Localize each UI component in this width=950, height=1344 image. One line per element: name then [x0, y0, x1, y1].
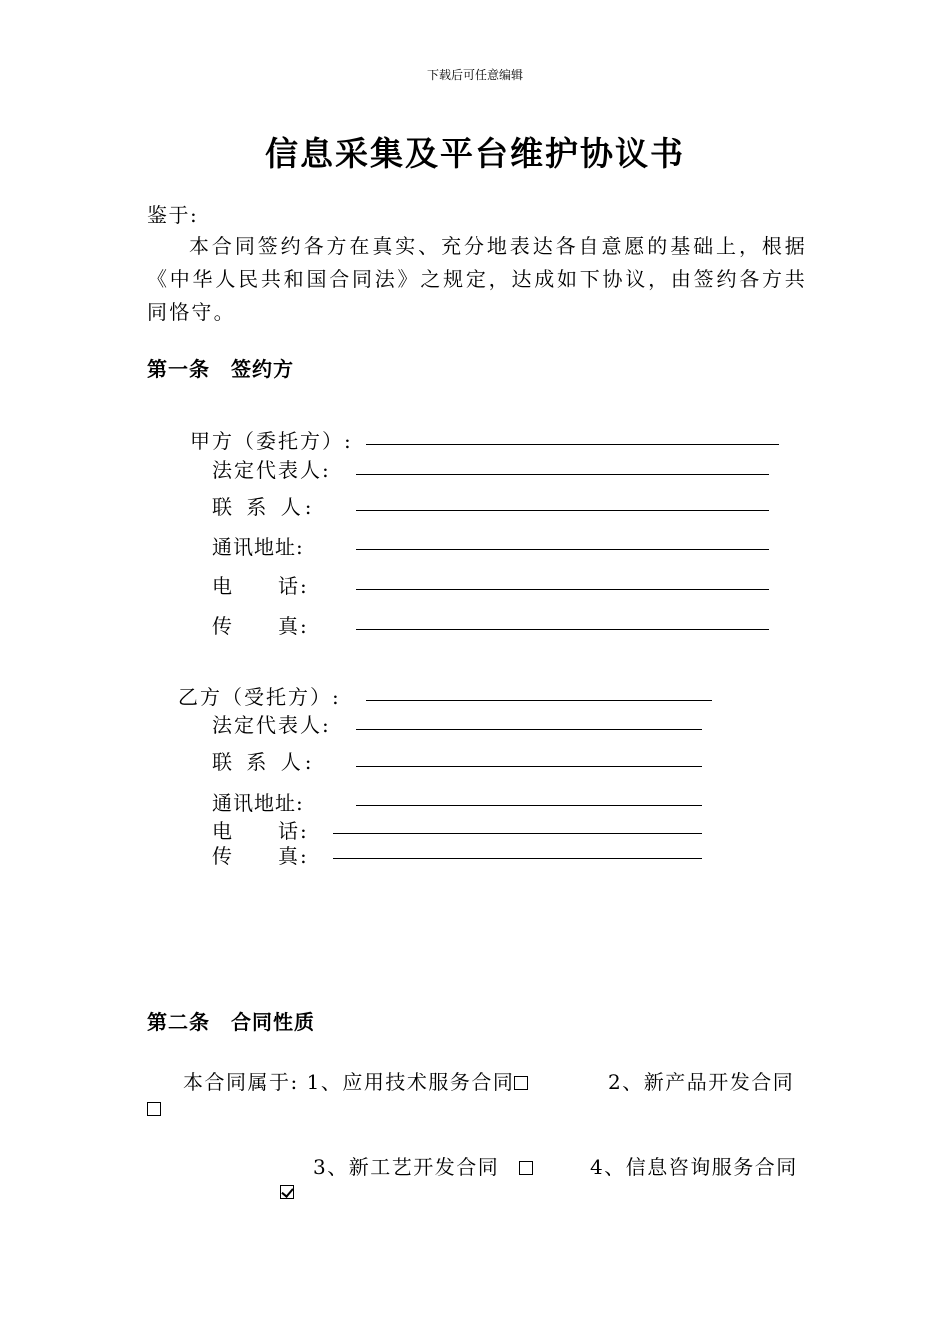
- party-b-phone-line[interactable]: [333, 833, 702, 834]
- party-a-address-line[interactable]: [356, 549, 769, 550]
- preamble-paragraph: 本合同签约各方在真实、充分地表达各自意愿的基础上，根据《中华人民共和国合同法》之规定，达成如下协议，由签约各方共同恪守。: [147, 234, 807, 324]
- contract-type-intro: 本合同属于:: [183, 1070, 307, 1094]
- option-3: [313, 1151, 533, 1180]
- party-b-rep-label: 法定代表人:: [212, 713, 331, 737]
- party-a-phone-label: 电 话:: [212, 574, 309, 598]
- document-title: 信息采集及平台维护协议书: [265, 134, 685, 173]
- option-1-checkbox[interactable]: [514, 1076, 528, 1090]
- party-b-contact-label: 联 系 人:: [212, 750, 316, 774]
- party-b-phone-label: 电 话:: [212, 819, 309, 843]
- option-4-checkbox-wrap: [280, 1183, 294, 1202]
- option-4-label: 4、信息咨询服务合同: [590, 1155, 798, 1179]
- party-b-label: 乙方（受托方）:: [178, 685, 341, 709]
- option-3-label: 3、新工艺开发合同: [313, 1155, 500, 1179]
- party-a-rep-label: 法定代表人:: [212, 458, 331, 482]
- party-a-fax-line[interactable]: [356, 629, 769, 630]
- party-b-address-label: 通讯地址:: [212, 791, 304, 815]
- option-4-checkbox-checked[interactable]: [280, 1185, 294, 1199]
- party-b-address-line[interactable]: [356, 805, 702, 806]
- party-b-rep-line[interactable]: [356, 729, 702, 730]
- party-a-contact-line[interactable]: [356, 510, 769, 511]
- preamble-heading: 鉴于:: [147, 203, 199, 227]
- party-a-rep-line[interactable]: [356, 474, 769, 475]
- party-a-label: 甲方（委托方）:: [190, 429, 353, 453]
- contract-type-row-1: [183, 1066, 528, 1095]
- header-note: 下载后可任意编辑: [426, 68, 523, 82]
- option-2: [608, 1066, 794, 1095]
- party-a-fax-label: 传 真:: [212, 614, 309, 638]
- party-b-fax-line[interactable]: [333, 858, 702, 859]
- party-a-name-line[interactable]: [366, 444, 779, 445]
- option-1-label: 1、应用技术服务合同: [306, 1070, 515, 1094]
- article2-heading: 第二条 合同性质: [147, 1010, 315, 1034]
- option-2-checkbox[interactable]: [147, 1102, 161, 1116]
- option-2-checkbox-wrap: [147, 1100, 161, 1119]
- option-3-checkbox[interactable]: [519, 1161, 533, 1175]
- article1-heading: 第一条 签约方: [147, 357, 294, 381]
- party-a-contact-label: 联 系 人:: [212, 495, 316, 519]
- party-b-name-line[interactable]: [366, 700, 712, 701]
- party-b-fax-label: 传 真:: [212, 844, 309, 868]
- option-4: [590, 1151, 798, 1180]
- party-a-address-label: 通讯地址:: [212, 535, 304, 559]
- party-a-phone-line[interactable]: [356, 589, 769, 590]
- party-b-contact-line[interactable]: [356, 766, 702, 767]
- option-2-label: 2、新产品开发合同: [608, 1070, 795, 1094]
